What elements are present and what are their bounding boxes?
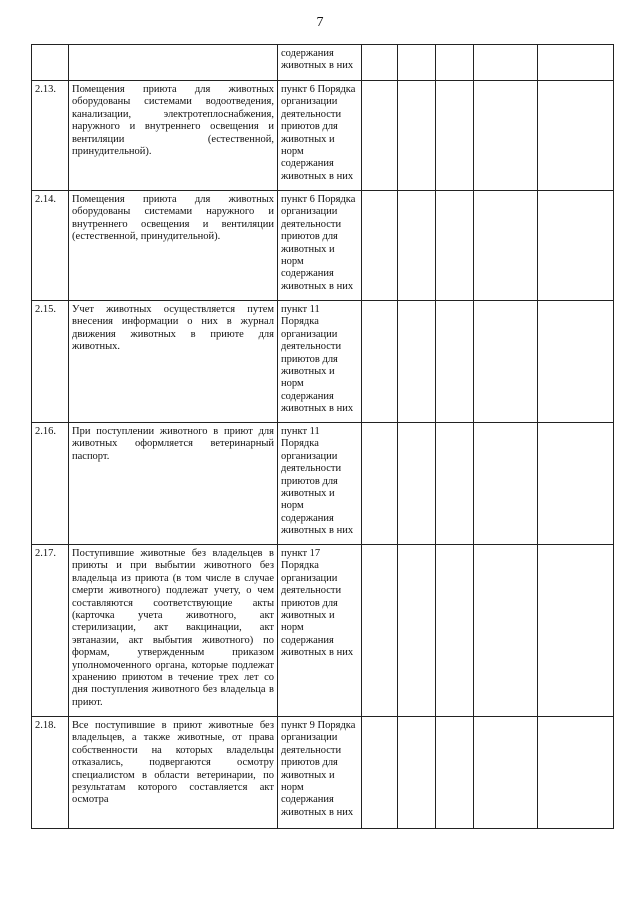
note-cell[interactable]	[474, 301, 538, 423]
answer-na-cell[interactable]	[436, 301, 474, 423]
comment-cell[interactable]	[538, 423, 614, 545]
requirement-text: Учет животных осуществляется путем внесения информации о них в журнал движения животных в приюте для животных.	[69, 301, 278, 423]
answer-yes-cell[interactable]	[362, 301, 398, 423]
table-row	[32, 81, 614, 191]
answer-yes-cell[interactable]	[362, 545, 398, 717]
answer-yes-cell[interactable]	[362, 191, 398, 301]
requirement-text	[69, 45, 278, 81]
comment-cell[interactable]	[538, 717, 614, 829]
legal-reference: пункт 11 Порядка организации деятельности приютов для животных и норм содержания животных в них	[278, 301, 362, 423]
page-number: 7	[316, 15, 324, 30]
table-row	[32, 545, 614, 717]
comment-cell[interactable]	[538, 191, 614, 301]
note-cell[interactable]	[474, 81, 538, 191]
answer-na-cell[interactable]	[436, 81, 474, 191]
requirement-text: Помещения приюта для животных оборудованы системами водоотведения, канализации, электротеплоснабжения, наружного и внутреннего освещения и вентиляции (естественной, принудительной).	[69, 81, 278, 191]
note-cell[interactable]	[474, 191, 538, 301]
note-cell[interactable]	[474, 45, 538, 81]
comment-cell[interactable]	[538, 301, 614, 423]
answer-no-cell[interactable]	[398, 545, 436, 717]
answer-na-cell[interactable]	[436, 717, 474, 829]
row-number: 2.15.	[32, 301, 69, 423]
legal-reference: пункт 17 Порядка организации деятельности приютов для животных и норм содержания животных в них	[278, 545, 362, 717]
answer-no-cell[interactable]	[398, 301, 436, 423]
answer-na-cell[interactable]	[436, 545, 474, 717]
answer-no-cell[interactable]	[398, 717, 436, 829]
answer-na-cell[interactable]	[436, 45, 474, 81]
comment-cell[interactable]	[538, 81, 614, 191]
note-cell[interactable]	[474, 717, 538, 829]
table-row	[32, 717, 614, 829]
answer-no-cell[interactable]	[398, 191, 436, 301]
row-number: 2.18.	[32, 717, 69, 829]
requirement-text: Все поступившие в приют животные без владельцев, а также животные, от права собственности на которых владельцы отказались, подвергаются осмотру специалистом в области ветеринарии, по результатам которого составляется акт осмотра	[69, 717, 278, 829]
answer-na-cell[interactable]	[436, 191, 474, 301]
answer-no-cell[interactable]	[398, 81, 436, 191]
row-number: 2.14.	[32, 191, 69, 301]
requirement-text: Помещения приюта для животных оборудованы системами наружного и внутреннего освещения и вентиляции (естественной, принудительной).	[69, 191, 278, 301]
requirement-text: Поступившие животные без владельцев в приюты и при выбытии животного без владельца из приюта (в том числе в случае смерти животного) подлежат учету, о чем составляются соответствующие акты (карточка учета животного, акт стерилизации, акт вакцинации, акт эвтаназии, акт выбытия животного) по формам, утвержденным приказом уполномоченного органа, которые подлежат хранению приютом в течение трех лет со дня поступления животного без владельца в приют.	[69, 545, 278, 717]
legal-reference: пункт 9 Порядка организации деятельности приютов для животных и норм содержания животных в них	[278, 717, 362, 829]
checklist-table	[31, 44, 614, 829]
answer-yes-cell[interactable]	[362, 423, 398, 545]
requirement-text: При поступлении животного в приют для животных оформляется ветеринарный паспорт.	[69, 423, 278, 545]
table-row	[32, 301, 614, 423]
legal-reference: пункт 6 Порядка организации деятельности приютов для животных и норм содержания животных в них	[278, 191, 362, 301]
answer-na-cell[interactable]	[436, 423, 474, 545]
row-number: 2.17.	[32, 545, 69, 717]
comment-cell[interactable]	[538, 545, 614, 717]
legal-reference: содержания животных в них	[278, 45, 362, 81]
row-number: 2.13.	[32, 81, 69, 191]
answer-yes-cell[interactable]	[362, 45, 398, 81]
legal-reference: пункт 6 Порядка организации деятельности приютов для животных и норм содержания животных в них	[278, 81, 362, 191]
table-row	[32, 423, 614, 545]
table-row	[32, 191, 614, 301]
comment-cell[interactable]	[538, 45, 614, 81]
row-number	[32, 45, 69, 81]
answer-no-cell[interactable]	[398, 45, 436, 81]
note-cell[interactable]	[474, 545, 538, 717]
answer-yes-cell[interactable]	[362, 81, 398, 191]
answer-yes-cell[interactable]	[362, 717, 398, 829]
note-cell[interactable]	[474, 423, 538, 545]
table-row	[32, 45, 614, 81]
row-number: 2.16.	[32, 423, 69, 545]
answer-no-cell[interactable]	[398, 423, 436, 545]
legal-reference: пункт 11 Порядка организации деятельности приютов для животных и норм содержания животных в них	[278, 423, 362, 545]
